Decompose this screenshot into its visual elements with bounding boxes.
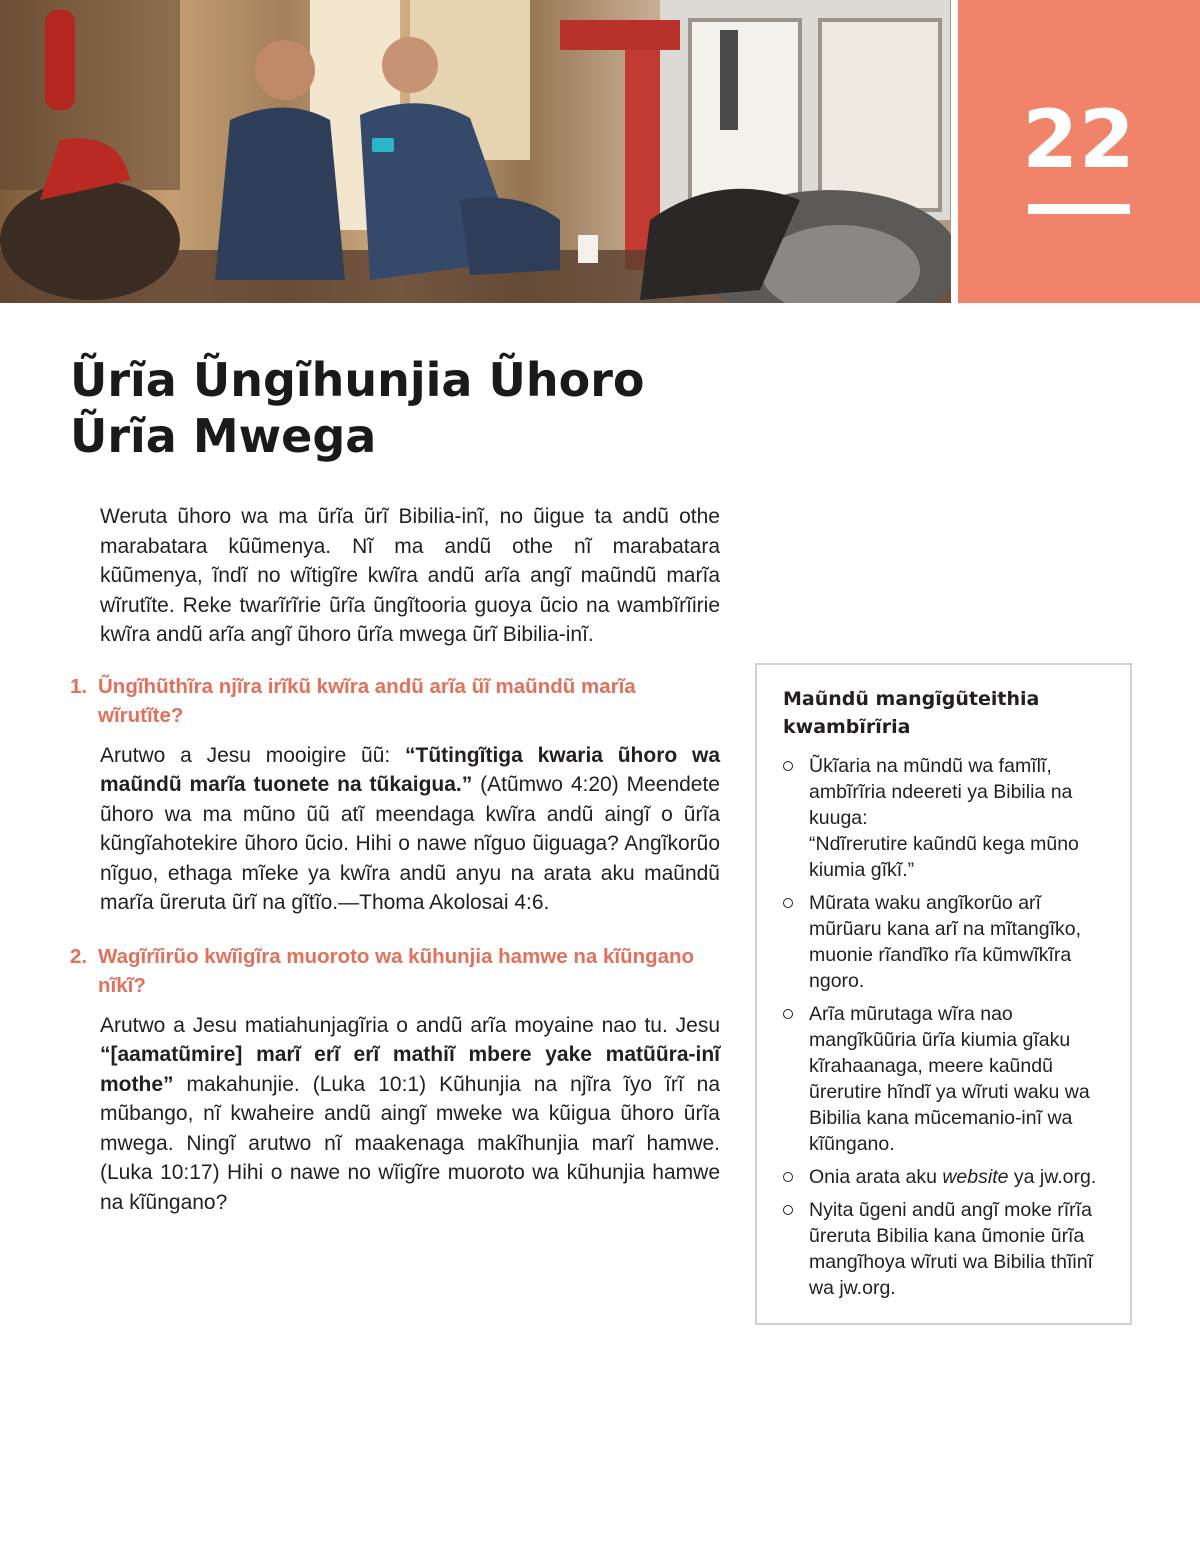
lesson-number: 22	[1022, 93, 1136, 186]
section-2-paragraph	[70, 1011, 720, 1218]
bullet-circle-icon	[783, 1009, 793, 1019]
section-1-scripture-quote: “Tũtingĩtiga kwaria ũhoro wa maũndũ marĩa tuonete na tũkaigua.”	[100, 743, 721, 796]
sidebar-heading-line-2: kwambĩrĩria	[783, 716, 911, 738]
section-2-question-text: Wagĩrĩirũo kwĩigĩra muoroto wa kũhunjia hamwe na kĩũngano nĩkĩ?	[98, 944, 695, 997]
garage-scene-illustration	[0, 0, 951, 303]
section-1-question-text: Ũngĩhũthĩra njĩra irĩkũ kwĩra andũ arĩa ũĩ maũndũ marĩa wĩrutĩte?	[98, 674, 636, 727]
list-item	[783, 1001, 1110, 1157]
lesson-number-box	[958, 0, 1200, 303]
tip-text: Ũkĩaria na mũndũ wa famĩlĩ, ambĩrĩria ndeereti ya Bibilia na kuuga:	[809, 755, 1073, 829]
list-item	[783, 890, 1110, 994]
tip-text: Arĩa mũrutaga wĩra nao mangĩkũũria ũrĩa kiumia gĩaku kĩrahaanaga, meere kaũndũ ũrerutire hĩndĩ ya wĩruti waku wa Bibilia kana mũcemanio-inĩ wa kĩũngano.	[809, 1003, 1090, 1155]
section-2-scripture-quote: “[aamatũmire] marĩ erĩ erĩ mathiĩ mbere yake matũũra-inĩ mothe”	[100, 1043, 720, 1096]
tip-text-post: ya jw.org.	[1008, 1166, 1097, 1188]
bullet-circle-icon	[783, 1172, 793, 1182]
section-2-text-b: makahunjie. (Luka 10:1) Kũhunjia na njĩra ĩyo ĩrĩ na mũbango, nĩ kwaheire andũ aingĩ mweke wa kũigua ũhoro ũrĩa mwega. Ningĩ arutwo nĩ maakenaga makĩhunjia marĩ hamwe. (Luka 10:17) Hihi o nawe no wĩigĩre muoroto wa kũhunjia hamwe na kĩũngano?	[100, 1072, 720, 1214]
section-1-question	[70, 672, 720, 731]
tip-text	[809, 1164, 1110, 1190]
tips-sidebar	[755, 663, 1132, 1325]
bullet-circle-icon	[783, 898, 793, 908]
lesson-number-underline	[1028, 204, 1130, 214]
section-2-number: 2.	[70, 944, 88, 968]
list-item	[783, 1164, 1110, 1190]
sidebar-heading	[783, 685, 1110, 741]
main-text	[70, 502, 720, 1241]
sidebar-heading-line-1: Maũndũ mangĩgũteithia	[783, 688, 1040, 710]
list-item	[783, 1197, 1110, 1301]
tip-text: Mũrata waku angĩkorũo arĩ mũrũaru kana arĩ na mĩtangĩko, muonie rĩandĩko rĩa kũmwĩkĩra ngoro.	[809, 892, 1082, 992]
section-1-paragraph	[70, 741, 720, 918]
page-title-line-1: Ũrĩa Ũngĩhunjia Ũhoro	[70, 353, 645, 407]
section-2-text-a: Arutwo a Jesu matiahunjagĩria o andũ arĩa moyaine nao tu. Jesu	[100, 1013, 720, 1037]
page-title	[70, 352, 870, 464]
header-photo	[0, 0, 951, 303]
list-item	[783, 753, 1110, 883]
page-title-line-2: Ũrĩa Mwega	[70, 409, 377, 463]
section-1-number: 1.	[70, 674, 88, 698]
intro-paragraph: Weruta ũhoro wa ma ũrĩa ũrĩ Bibilia-inĩ, no ũigue ta andũ othe marabatara kũũmenya. Nĩ ma andũ othe nĩ marabatara kũũmenya, ĩndĩ no wĩtigĩre kwĩra andũ arĩa angĩ maũndũ marĩa wĩrutĩte. Reke twarĩrĩrie ũrĩa ũngĩtooria guoya ũcio na wambĩrĩirie kwĩra andũ arĩa angĩ ũhoro ũrĩa mwega ũrĩ Bibilia-inĩ.	[100, 505, 720, 646]
tip-quote: “Ndĩrerutire kaũndũ kega mũno kiumia gĩkĩ.”	[809, 833, 1079, 881]
tip-text-pre: Onia arata aku	[809, 1166, 943, 1188]
bullet-circle-icon	[783, 761, 793, 771]
section-1-text-b: (Atũmwo 4:20) Meendete ũhoro wa ma mũno ũũ atĩ meendaga kwĩra andũ aingĩ o ũrĩa kũngĩahotekire ũhoro ũcio. Hihi o nawe nĩguo ũiguaga? Angĩkorũo nĩguo, ethaga mĩeke ya kwĩra andũ anyu na arata aku maũndũ marĩa ũreruta ũrĩ na gĩtĩo.—Thoma Akolosai 4:6.	[100, 773, 720, 914]
section-2-question	[70, 942, 720, 1001]
tip-text: Nyita ũgeni andũ angĩ moke rĩrĩa ũreruta Bibilia kana ũmonie ũrĩa mangĩhoya wĩruti wa Bibilia thĩinĩ wa jw.org.	[809, 1199, 1093, 1299]
tip-text-italic: website	[942, 1166, 1009, 1188]
section-1-text-a: Arutwo a Jesu mooigire ũũ:	[100, 743, 405, 767]
bullet-circle-icon	[783, 1205, 793, 1215]
tips-list	[783, 753, 1110, 1301]
